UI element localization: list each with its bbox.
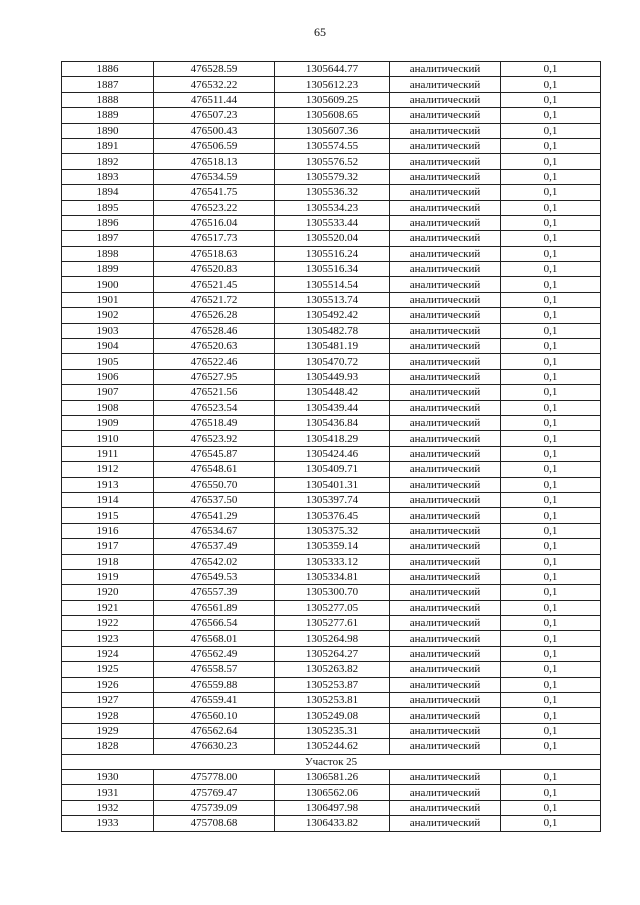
- table-row: [62, 523, 601, 538]
- x-coordinate-cell: 476537.49: [154, 539, 275, 554]
- coordinates-table: [61, 61, 601, 832]
- point-number-cell: 1919: [62, 569, 154, 584]
- y-coordinate-cell: 1305448.42: [275, 385, 390, 400]
- y-coordinate-cell: 1305277.05: [275, 600, 390, 615]
- point-number-cell: 1902: [62, 308, 154, 323]
- method-cell: аналитический: [390, 277, 501, 292]
- table-row: [62, 277, 601, 292]
- y-coordinate-cell: 1305609.25: [275, 92, 390, 107]
- method-cell: аналитический: [390, 816, 501, 831]
- point-number-cell: 1904: [62, 339, 154, 354]
- point-number-cell: 1905: [62, 354, 154, 369]
- accuracy-cell: 0,1: [501, 339, 601, 354]
- method-cell: аналитический: [390, 92, 501, 107]
- point-number-cell: 1914: [62, 492, 154, 507]
- method-cell: аналитический: [390, 785, 501, 800]
- x-coordinate-cell: 476545.87: [154, 446, 275, 461]
- y-coordinate-cell: 1305492.42: [275, 308, 390, 323]
- x-coordinate-cell: 476550.70: [154, 477, 275, 492]
- accuracy-cell: 0,1: [501, 631, 601, 646]
- x-coordinate-cell: 476526.28: [154, 308, 275, 323]
- accuracy-cell: 0,1: [501, 585, 601, 600]
- method-cell: аналитический: [390, 231, 501, 246]
- table-row: [62, 446, 601, 461]
- accuracy-cell: 0,1: [501, 723, 601, 738]
- y-coordinate-cell: 1305482.78: [275, 323, 390, 338]
- method-cell: аналитический: [390, 523, 501, 538]
- x-coordinate-cell: 476500.43: [154, 123, 275, 138]
- accuracy-cell: 0,1: [501, 400, 601, 415]
- accuracy-cell: 0,1: [501, 246, 601, 261]
- y-coordinate-cell: 1305334.81: [275, 569, 390, 584]
- y-coordinate-cell: 1305608.65: [275, 108, 390, 123]
- x-coordinate-cell: 476523.22: [154, 200, 275, 215]
- x-coordinate-cell: 476541.29: [154, 508, 275, 523]
- accuracy-cell: 0,1: [501, 523, 601, 538]
- y-coordinate-cell: 1305513.74: [275, 292, 390, 307]
- point-number-cell: 1929: [62, 723, 154, 738]
- method-cell: аналитический: [390, 185, 501, 200]
- x-coordinate-cell: 475769.47: [154, 785, 275, 800]
- accuracy-cell: 0,1: [501, 354, 601, 369]
- x-coordinate-cell: 476506.59: [154, 138, 275, 153]
- accuracy-cell: 0,1: [501, 415, 601, 430]
- method-cell: аналитический: [390, 154, 501, 169]
- method-cell: аналитический: [390, 415, 501, 430]
- y-coordinate-cell: 1305244.62: [275, 739, 390, 754]
- x-coordinate-cell: 476517.73: [154, 231, 275, 246]
- x-coordinate-cell: 475708.68: [154, 816, 275, 831]
- x-coordinate-cell: 476561.89: [154, 600, 275, 615]
- point-number-cell: 1901: [62, 292, 154, 307]
- point-number-cell: 1908: [62, 400, 154, 415]
- method-cell: аналитический: [390, 554, 501, 569]
- table-row: [62, 739, 601, 754]
- y-coordinate-cell: 1306562.06: [275, 785, 390, 800]
- point-number-cell: 1911: [62, 446, 154, 461]
- x-coordinate-cell: 476518.63: [154, 246, 275, 261]
- table-row: [62, 354, 601, 369]
- table-row: [62, 569, 601, 584]
- point-number-cell: 1920: [62, 585, 154, 600]
- y-coordinate-cell: 1305277.61: [275, 616, 390, 631]
- x-coordinate-cell: 476559.88: [154, 677, 275, 692]
- table-row: [62, 123, 601, 138]
- table-row: [62, 169, 601, 184]
- method-cell: аналитический: [390, 600, 501, 615]
- accuracy-cell: 0,1: [501, 662, 601, 677]
- method-cell: аналитический: [390, 123, 501, 138]
- method-cell: аналитический: [390, 769, 501, 784]
- point-number-cell: 1907: [62, 385, 154, 400]
- point-number-cell: 1931: [62, 785, 154, 800]
- accuracy-cell: 0,1: [501, 508, 601, 523]
- x-coordinate-cell: 476518.13: [154, 154, 275, 169]
- table-row: [62, 662, 601, 677]
- accuracy-cell: 0,1: [501, 292, 601, 307]
- accuracy-cell: 0,1: [501, 308, 601, 323]
- method-cell: аналитический: [390, 200, 501, 215]
- point-number-cell: 1925: [62, 662, 154, 677]
- point-number-cell: 1899: [62, 262, 154, 277]
- y-coordinate-cell: 1305534.23: [275, 200, 390, 215]
- method-cell: аналитический: [390, 723, 501, 738]
- table-row: [62, 108, 601, 123]
- y-coordinate-cell: 1305264.98: [275, 631, 390, 646]
- y-coordinate-cell: 1305300.70: [275, 585, 390, 600]
- point-number-cell: 1898: [62, 246, 154, 261]
- accuracy-cell: 0,1: [501, 616, 601, 631]
- accuracy-cell: 0,1: [501, 108, 601, 123]
- table-row: [62, 92, 601, 107]
- accuracy-cell: 0,1: [501, 769, 601, 784]
- accuracy-cell: 0,1: [501, 462, 601, 477]
- point-number-cell: 1927: [62, 693, 154, 708]
- table-row: [62, 693, 601, 708]
- point-number-cell: 1918: [62, 554, 154, 569]
- table-row: [62, 508, 601, 523]
- point-number-cell: 1891: [62, 138, 154, 153]
- table-row: [62, 554, 601, 569]
- method-cell: аналитический: [390, 569, 501, 584]
- y-coordinate-cell: 1305579.32: [275, 169, 390, 184]
- point-number-cell: 1915: [62, 508, 154, 523]
- method-cell: аналитический: [390, 308, 501, 323]
- table-row: [62, 339, 601, 354]
- method-cell: аналитический: [390, 400, 501, 415]
- accuracy-cell: 0,1: [501, 739, 601, 754]
- accuracy-cell: 0,1: [501, 154, 601, 169]
- accuracy-cell: 0,1: [501, 539, 601, 554]
- point-number-cell: 1887: [62, 77, 154, 92]
- method-cell: аналитический: [390, 539, 501, 554]
- table-row: [62, 262, 601, 277]
- point-number-cell: 1916: [62, 523, 154, 538]
- y-coordinate-cell: 1305418.29: [275, 431, 390, 446]
- y-coordinate-cell: 1305481.19: [275, 339, 390, 354]
- point-number-cell: 1923: [62, 631, 154, 646]
- y-coordinate-cell: 1305612.23: [275, 77, 390, 92]
- table-row: [62, 369, 601, 384]
- method-cell: аналитический: [390, 62, 501, 77]
- method-cell: аналитический: [390, 616, 501, 631]
- table-row: [62, 708, 601, 723]
- method-cell: аналитический: [390, 508, 501, 523]
- x-coordinate-cell: 476528.59: [154, 62, 275, 77]
- point-number-cell: 1900: [62, 277, 154, 292]
- method-cell: аналитический: [390, 369, 501, 384]
- y-coordinate-cell: 1305375.32: [275, 523, 390, 538]
- accuracy-cell: 0,1: [501, 277, 601, 292]
- accuracy-cell: 0,1: [501, 693, 601, 708]
- section-row: [62, 754, 601, 769]
- y-coordinate-cell: 1305235.31: [275, 723, 390, 738]
- accuracy-cell: 0,1: [501, 800, 601, 815]
- point-number-cell: 1933: [62, 816, 154, 831]
- y-coordinate-cell: 1305263.82: [275, 662, 390, 677]
- table-row: [62, 585, 601, 600]
- x-coordinate-cell: 476557.39: [154, 585, 275, 600]
- accuracy-cell: 0,1: [501, 677, 601, 692]
- point-number-cell: 1932: [62, 800, 154, 815]
- x-coordinate-cell: 476562.49: [154, 646, 275, 661]
- accuracy-cell: 0,1: [501, 785, 601, 800]
- x-coordinate-cell: 476568.01: [154, 631, 275, 646]
- accuracy-cell: 0,1: [501, 646, 601, 661]
- x-coordinate-cell: 476534.59: [154, 169, 275, 184]
- point-number-cell: 1924: [62, 646, 154, 661]
- y-coordinate-cell: 1305249.08: [275, 708, 390, 723]
- y-coordinate-cell: 1305516.34: [275, 262, 390, 277]
- y-coordinate-cell: 1305533.44: [275, 215, 390, 230]
- y-coordinate-cell: 1305436.84: [275, 415, 390, 430]
- table-row: [62, 200, 601, 215]
- y-coordinate-cell: 1305359.14: [275, 539, 390, 554]
- method-cell: аналитический: [390, 677, 501, 692]
- method-cell: аналитический: [390, 215, 501, 230]
- y-coordinate-cell: 1305574.55: [275, 138, 390, 153]
- y-coordinate-cell: 1305449.93: [275, 369, 390, 384]
- y-coordinate-cell: 1305397.74: [275, 492, 390, 507]
- table-row: [62, 154, 601, 169]
- accuracy-cell: 0,1: [501, 477, 601, 492]
- accuracy-cell: 0,1: [501, 369, 601, 384]
- method-cell: аналитический: [390, 662, 501, 677]
- point-number-cell: 1922: [62, 616, 154, 631]
- point-number-cell: 1906: [62, 369, 154, 384]
- method-cell: аналитический: [390, 477, 501, 492]
- table-row: [62, 215, 601, 230]
- point-number-cell: 1893: [62, 169, 154, 184]
- x-coordinate-cell: 476507.23: [154, 108, 275, 123]
- coordinates-table-body: [62, 62, 601, 832]
- method-cell: аналитический: [390, 708, 501, 723]
- table-row: [62, 462, 601, 477]
- page-number: 65: [314, 25, 326, 39]
- table-row: [62, 646, 601, 661]
- accuracy-cell: 0,1: [501, 215, 601, 230]
- method-cell: аналитический: [390, 262, 501, 277]
- point-number-cell: 1910: [62, 431, 154, 446]
- point-number-cell: 1888: [62, 92, 154, 107]
- accuracy-cell: 0,1: [501, 492, 601, 507]
- table-row: [62, 400, 601, 415]
- x-coordinate-cell: 476549.53: [154, 569, 275, 584]
- y-coordinate-cell: 1305401.31: [275, 477, 390, 492]
- y-coordinate-cell: 1305439.44: [275, 400, 390, 415]
- accuracy-cell: 0,1: [501, 62, 601, 77]
- x-coordinate-cell: 476566.54: [154, 616, 275, 631]
- accuracy-cell: 0,1: [501, 446, 601, 461]
- accuracy-cell: 0,1: [501, 77, 601, 92]
- table-row: [62, 631, 601, 646]
- table-row: [62, 723, 601, 738]
- accuracy-cell: 0,1: [501, 262, 601, 277]
- x-coordinate-cell: 476520.63: [154, 339, 275, 354]
- y-coordinate-cell: 1305409.71: [275, 462, 390, 477]
- point-number-cell: 1909: [62, 415, 154, 430]
- point-number-cell: 1828: [62, 739, 154, 754]
- accuracy-cell: 0,1: [501, 385, 601, 400]
- method-cell: аналитический: [390, 108, 501, 123]
- table-row: [62, 231, 601, 246]
- method-cell: аналитический: [390, 169, 501, 184]
- y-coordinate-cell: 1305516.24: [275, 246, 390, 261]
- x-coordinate-cell: 476537.50: [154, 492, 275, 507]
- y-coordinate-cell: 1305514.54: [275, 277, 390, 292]
- method-cell: аналитический: [390, 492, 501, 507]
- accuracy-cell: 0,1: [501, 554, 601, 569]
- y-coordinate-cell: 1305576.52: [275, 154, 390, 169]
- x-coordinate-cell: 476559.41: [154, 693, 275, 708]
- table-row: [62, 492, 601, 507]
- table-row: [62, 323, 601, 338]
- y-coordinate-cell: 1305520.04: [275, 231, 390, 246]
- y-coordinate-cell: 1306497.98: [275, 800, 390, 815]
- table-row: [62, 385, 601, 400]
- x-coordinate-cell: 476523.54: [154, 400, 275, 415]
- point-number-cell: 1889: [62, 108, 154, 123]
- method-cell: аналитический: [390, 693, 501, 708]
- x-coordinate-cell: 476527.95: [154, 369, 275, 384]
- method-cell: аналитический: [390, 446, 501, 461]
- table-row: [62, 246, 601, 261]
- x-coordinate-cell: 476521.72: [154, 292, 275, 307]
- accuracy-cell: 0,1: [501, 231, 601, 246]
- table-row: [62, 415, 601, 430]
- table-row: [62, 138, 601, 153]
- point-number-cell: 1903: [62, 323, 154, 338]
- x-coordinate-cell: 475778.00: [154, 769, 275, 784]
- x-coordinate-cell: 476518.49: [154, 415, 275, 430]
- table-row: [62, 539, 601, 554]
- accuracy-cell: 0,1: [501, 123, 601, 138]
- x-coordinate-cell: 476532.22: [154, 77, 275, 92]
- y-coordinate-cell: 1306581.26: [275, 769, 390, 784]
- table-row: [62, 292, 601, 307]
- point-number-cell: 1917: [62, 539, 154, 554]
- x-coordinate-cell: 476541.75: [154, 185, 275, 200]
- point-number-cell: 1896: [62, 215, 154, 230]
- table-row: [62, 816, 601, 831]
- table-row: [62, 677, 601, 692]
- x-coordinate-cell: 476520.83: [154, 262, 275, 277]
- accuracy-cell: 0,1: [501, 169, 601, 184]
- x-coordinate-cell: 476523.92: [154, 431, 275, 446]
- point-number-cell: 1892: [62, 154, 154, 169]
- method-cell: аналитический: [390, 646, 501, 661]
- method-cell: аналитический: [390, 800, 501, 815]
- table-row: [62, 477, 601, 492]
- method-cell: аналитический: [390, 431, 501, 446]
- point-number-cell: 1912: [62, 462, 154, 477]
- table-row: [62, 308, 601, 323]
- table-row: [62, 800, 601, 815]
- x-coordinate-cell: 475739.09: [154, 800, 275, 815]
- accuracy-cell: 0,1: [501, 200, 601, 215]
- method-cell: аналитический: [390, 631, 501, 646]
- accuracy-cell: 0,1: [501, 323, 601, 338]
- method-cell: аналитический: [390, 77, 501, 92]
- x-coordinate-cell: 476548.61: [154, 462, 275, 477]
- y-coordinate-cell: 1305644.77: [275, 62, 390, 77]
- method-cell: аналитический: [390, 462, 501, 477]
- x-coordinate-cell: 476542.02: [154, 554, 275, 569]
- x-coordinate-cell: 476521.56: [154, 385, 275, 400]
- x-coordinate-cell: 476522.46: [154, 354, 275, 369]
- method-cell: аналитический: [390, 292, 501, 307]
- y-coordinate-cell: 1305333.12: [275, 554, 390, 569]
- table-row: [62, 600, 601, 615]
- method-cell: аналитический: [390, 246, 501, 261]
- point-number-cell: 1928: [62, 708, 154, 723]
- x-coordinate-cell: 476516.04: [154, 215, 275, 230]
- method-cell: аналитический: [390, 323, 501, 338]
- point-number-cell: 1890: [62, 123, 154, 138]
- x-coordinate-cell: 476511.44: [154, 92, 275, 107]
- accuracy-cell: 0,1: [501, 92, 601, 107]
- accuracy-cell: 0,1: [501, 138, 601, 153]
- x-coordinate-cell: 476630.23: [154, 739, 275, 754]
- y-coordinate-cell: 1305264.27: [275, 646, 390, 661]
- x-coordinate-cell: 476521.45: [154, 277, 275, 292]
- method-cell: аналитический: [390, 138, 501, 153]
- y-coordinate-cell: 1305470.72: [275, 354, 390, 369]
- point-number-cell: 1895: [62, 200, 154, 215]
- accuracy-cell: 0,1: [501, 708, 601, 723]
- x-coordinate-cell: 476560.10: [154, 708, 275, 723]
- y-coordinate-cell: 1305424.46: [275, 446, 390, 461]
- point-number-cell: 1926: [62, 677, 154, 692]
- table-row: [62, 185, 601, 200]
- accuracy-cell: 0,1: [501, 569, 601, 584]
- point-number-cell: 1913: [62, 477, 154, 492]
- point-number-cell: 1894: [62, 185, 154, 200]
- x-coordinate-cell: 476528.46: [154, 323, 275, 338]
- y-coordinate-cell: 1305253.81: [275, 693, 390, 708]
- method-cell: аналитический: [390, 385, 501, 400]
- accuracy-cell: 0,1: [501, 816, 601, 831]
- method-cell: аналитический: [390, 739, 501, 754]
- method-cell: аналитический: [390, 339, 501, 354]
- table-row: [62, 62, 601, 77]
- x-coordinate-cell: 476534.67: [154, 523, 275, 538]
- accuracy-cell: 0,1: [501, 600, 601, 615]
- point-number-cell: 1886: [62, 62, 154, 77]
- method-cell: аналитический: [390, 585, 501, 600]
- point-number-cell: 1897: [62, 231, 154, 246]
- method-cell: аналитический: [390, 354, 501, 369]
- y-coordinate-cell: 1305253.87: [275, 677, 390, 692]
- point-number-cell: 1921: [62, 600, 154, 615]
- table-row: [62, 77, 601, 92]
- x-coordinate-cell: 476558.57: [154, 662, 275, 677]
- table-row: [62, 769, 601, 784]
- y-coordinate-cell: 1305536.32: [275, 185, 390, 200]
- y-coordinate-cell: 1306433.82: [275, 816, 390, 831]
- table-row: [62, 616, 601, 631]
- table-row: [62, 431, 601, 446]
- y-coordinate-cell: 1305376.45: [275, 508, 390, 523]
- point-number-cell: 1930: [62, 769, 154, 784]
- table-row: [62, 785, 601, 800]
- x-coordinate-cell: 476562.64: [154, 723, 275, 738]
- accuracy-cell: 0,1: [501, 431, 601, 446]
- y-coordinate-cell: 1305607.36: [275, 123, 390, 138]
- accuracy-cell: 0,1: [501, 185, 601, 200]
- section-label: Участок 25: [62, 754, 601, 769]
